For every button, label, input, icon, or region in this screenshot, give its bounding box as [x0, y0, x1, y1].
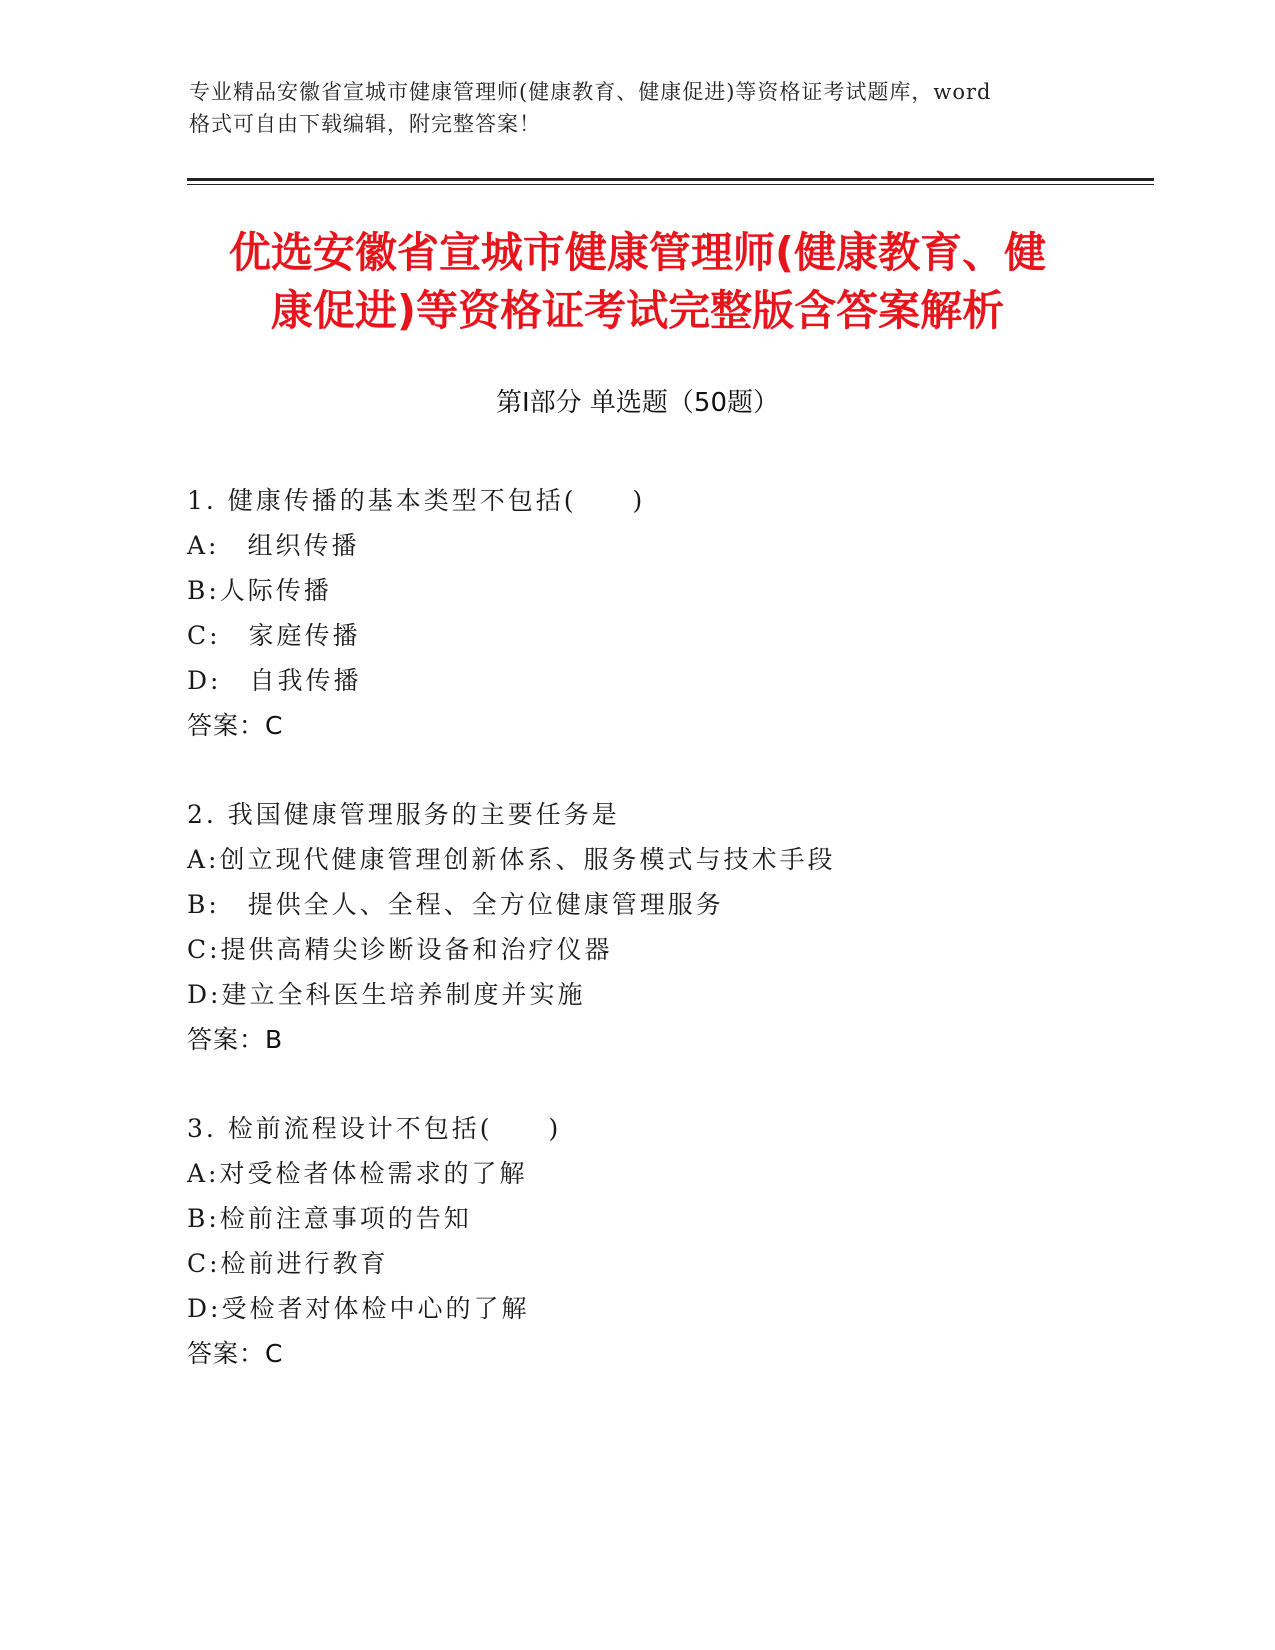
option-d: D: 自我传播 — [187, 666, 362, 695]
header-note-line-1: 专业精品安徽省宣城市健康管理师(健康教育、健康促进)等资格证考试题库，word — [189, 80, 992, 104]
section-heading: 第Ⅰ部分 单选题（50题） — [495, 388, 780, 418]
document-title-line-2: 康促进)等资格证考试完整版含答案解析 — [270, 286, 1005, 335]
question-stem: 3. 检前流程设计不包括( ) — [187, 1114, 562, 1143]
option-a: A: 组织传播 — [187, 531, 360, 560]
header-note-line-2: 格式可自由下载编辑，附完整答案！ — [189, 112, 541, 136]
question-1 — [187, 478, 1147, 748]
question-stem: 1. 健康传播的基本类型不包括( ) — [187, 486, 646, 515]
answer-line: 答案：C — [187, 1339, 284, 1368]
option-b: B:人际传播 — [187, 576, 332, 605]
question-stem: 2. 我国健康管理服务的主要任务是 — [187, 800, 620, 829]
option-a: A:对受检者体检需求的了解 — [187, 1159, 528, 1188]
option-d: D:建立全科医生培养制度并实施 — [187, 980, 586, 1009]
option-a: A:创立现代健康管理创新体系、服务模式与技术手段 — [187, 845, 836, 874]
answer-line: 答案：B — [187, 1025, 284, 1054]
option-c: C:提供高精尖诊断设备和治疗仪器 — [187, 935, 613, 964]
document-title-line-1: 优选安徽省宣城市健康管理师(健康教育、健 — [228, 228, 1047, 277]
document-title — [170, 224, 1105, 340]
header-divider-thin — [187, 184, 1154, 185]
answer-line: 答案：C — [187, 711, 284, 740]
option-c: C: 家庭传播 — [187, 621, 361, 650]
question-2 — [187, 792, 1147, 1062]
question-list — [187, 478, 1147, 1420]
header-note — [189, 76, 1089, 140]
option-b: B: 提供全人、全程、全方位健康管理服务 — [187, 890, 724, 919]
option-c: C:检前进行教育 — [187, 1249, 389, 1278]
header-divider-thick — [187, 178, 1154, 181]
option-b: B:检前注意事项的告知 — [187, 1204, 472, 1233]
option-d: D:受检者对体检中心的了解 — [187, 1294, 530, 1323]
question-3 — [187, 1106, 1147, 1376]
